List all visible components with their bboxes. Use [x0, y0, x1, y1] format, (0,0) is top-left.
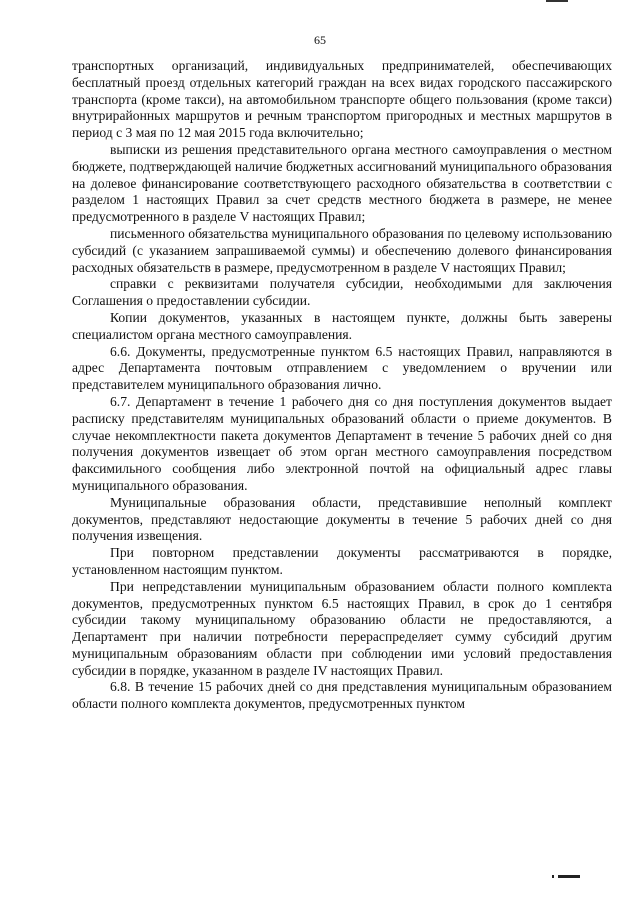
paragraph: При непредставлении муниципальным образованием области полного комплекта документов, предусмотренных пунктом 6.5 настоящих Правил, в срок до 1 сентября субсидии такому муниципальному образованию области не предоставляются, а Департамент при наличии потребности перераспределяет сумму субсидий другим муниципальным образованиям области при соблюдении ими условий предоставления субсидии в порядке, указанном в разделе IV настоящих Правил.	[72, 578, 612, 678]
page-number: 65	[314, 33, 326, 47]
scan-mark-top	[546, 0, 568, 2]
paragraph: При повторном представлении документы рассматриваются в порядке, установленном настоящим пунктом.	[72, 545, 612, 577]
paragraph: транспортных организаций, индивидуальных предпринимателей, обеспечивающих бесплатный проезд отдельных категорий граждан на всех видах городского пассажирского транспорта (кроме такси), на автомобильном транспорте общего пользования (кроме такси) внутрирайонных маршрутов и речным транспортом пригородных и местных маршрутов в период с 3 мая по 12 мая 2015 года включительно;	[72, 58, 612, 141]
document-body	[72, 58, 612, 713]
paragraph: справки с реквизитами получателя субсидии, необходимыми для заключения Соглашения о предоставлении субсидии.	[72, 276, 612, 309]
paragraph: Муниципальные образования области, представившие неполный комплект документов, представляют недостающие документы в течение 5 рабочих дней со дня получения извещения.	[72, 494, 612, 544]
paragraph: 6.8. В течение 15 рабочих дней со дня представления муниципальным образованием области полного комплекта документов, предусмотренных пунктом	[72, 679, 612, 712]
paragraph: выписки из решения представительного органа местного самоуправления о местном бюджете, подтверждающей наличие бюджетных ассигнований муниципального образования на долевое финансирование соответствующего расходного обязательства в соответствии с разделом 1 настоящих Правил за счет средств местного бюджета в размере, не менее предусмотренного в разделе V настоящих Правил;	[72, 141, 612, 225]
scan-mark-bottom	[558, 875, 580, 878]
paragraph: Копии документов, указанных в настоящем пункте, должны быть заверены специалистом органа местного самоуправления.	[72, 309, 612, 342]
paragraph: 6.7. Департамент в течение 1 рабочего дня со дня поступления документов выдает расписку представителям муниципальных образований области о приеме документов. В случае некомплектности пакета документов Департамент в течение 5 рабочих дней со дня получения документов извещает об этом орган местного самоуправления посредством факсимильного сообщения либо электронной почтой на официальный адрес главы муниципального образования.	[72, 393, 612, 493]
paragraph: письменного обязательства муниципального образования по целевому использованию субсидий (с указанием запрашиваемой суммы) и обеспечению долевого финансирования расходных обязательств в размере, предусмотренном в разделе V настоящих Правил;	[72, 225, 612, 275]
paragraph: 6.6. Документы, предусмотренные пунктом 6.5 настоящих Правил, направляются в адрес Департамента почтовым отправлением с уведомлением о вручении или представителем муниципального образования лично.	[72, 343, 612, 393]
